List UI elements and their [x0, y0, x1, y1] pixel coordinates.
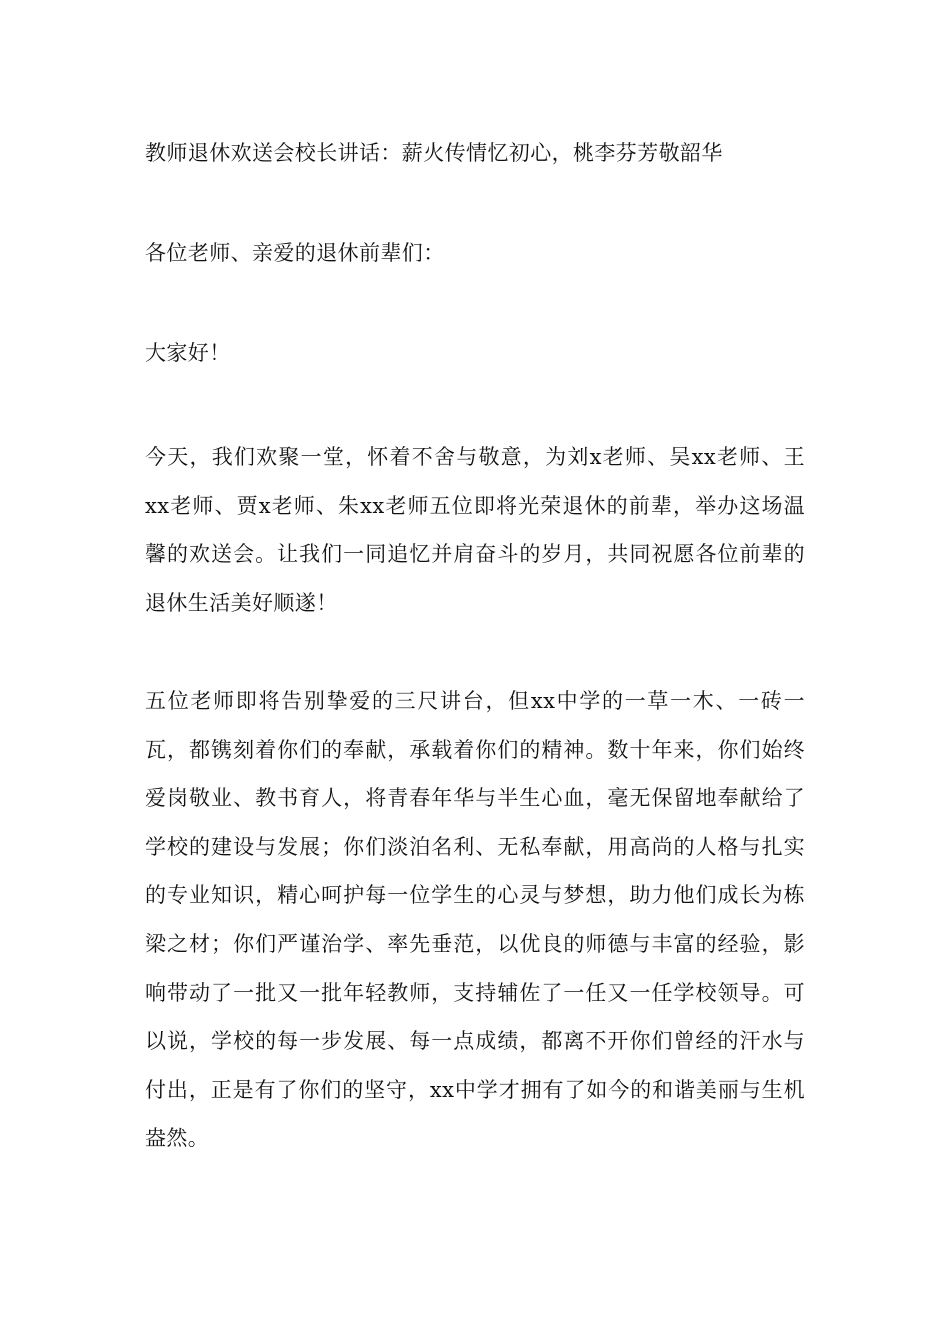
greeting: 大家好！ [145, 341, 231, 365]
body-paragraph: 五位老师即将告别挚爱的三尺讲台，但xx中学的一草一木、一砖一瓦，都镌刻着你们的奉献，承载着你们的精神。数十年来，你们始终爱岗敬业、教书育人，将青春年华与半生心血，毫无保留地奉献给了学校的建设与发展；你们淡泊名利、无私奉献，用高尚的人格与扎实的专业知识，精心呵护每一位学生的心灵与梦想，助力他们成长为栋梁之材；你们严谨治学、率先垂范，以优良的师德与丰富的经验，影响带动了一批又一批年轻教师，支持辅佐了一任又一任学校领导。可以说，学校的每一步发展、每一点成绩，都离不开你们曾经的汗水与付出，正是有了你们的坚守，xx中学才拥有了如今的和谐美丽与生机盎然。 [145, 689, 805, 1151]
document-title: 教师退休欢送会校长讲话：薪火传情忆初心，桃李芬芳敬韶华 [145, 141, 723, 165]
salutation: 各位老师、亲爱的退休前辈们： [145, 241, 445, 265]
body-paragraph: 今天，我们欢聚一堂，怀着不舍与敬意，为刘x老师、吴xx老师、王xx老师、贾x老师、朱xx老师五位即将光荣退休的前辈，举办这场温馨的欢送会。让我们一同追忆并肩奋斗的岁月，共同祝愿各位前辈的退休生活美好顺遂！ [145, 445, 805, 615]
